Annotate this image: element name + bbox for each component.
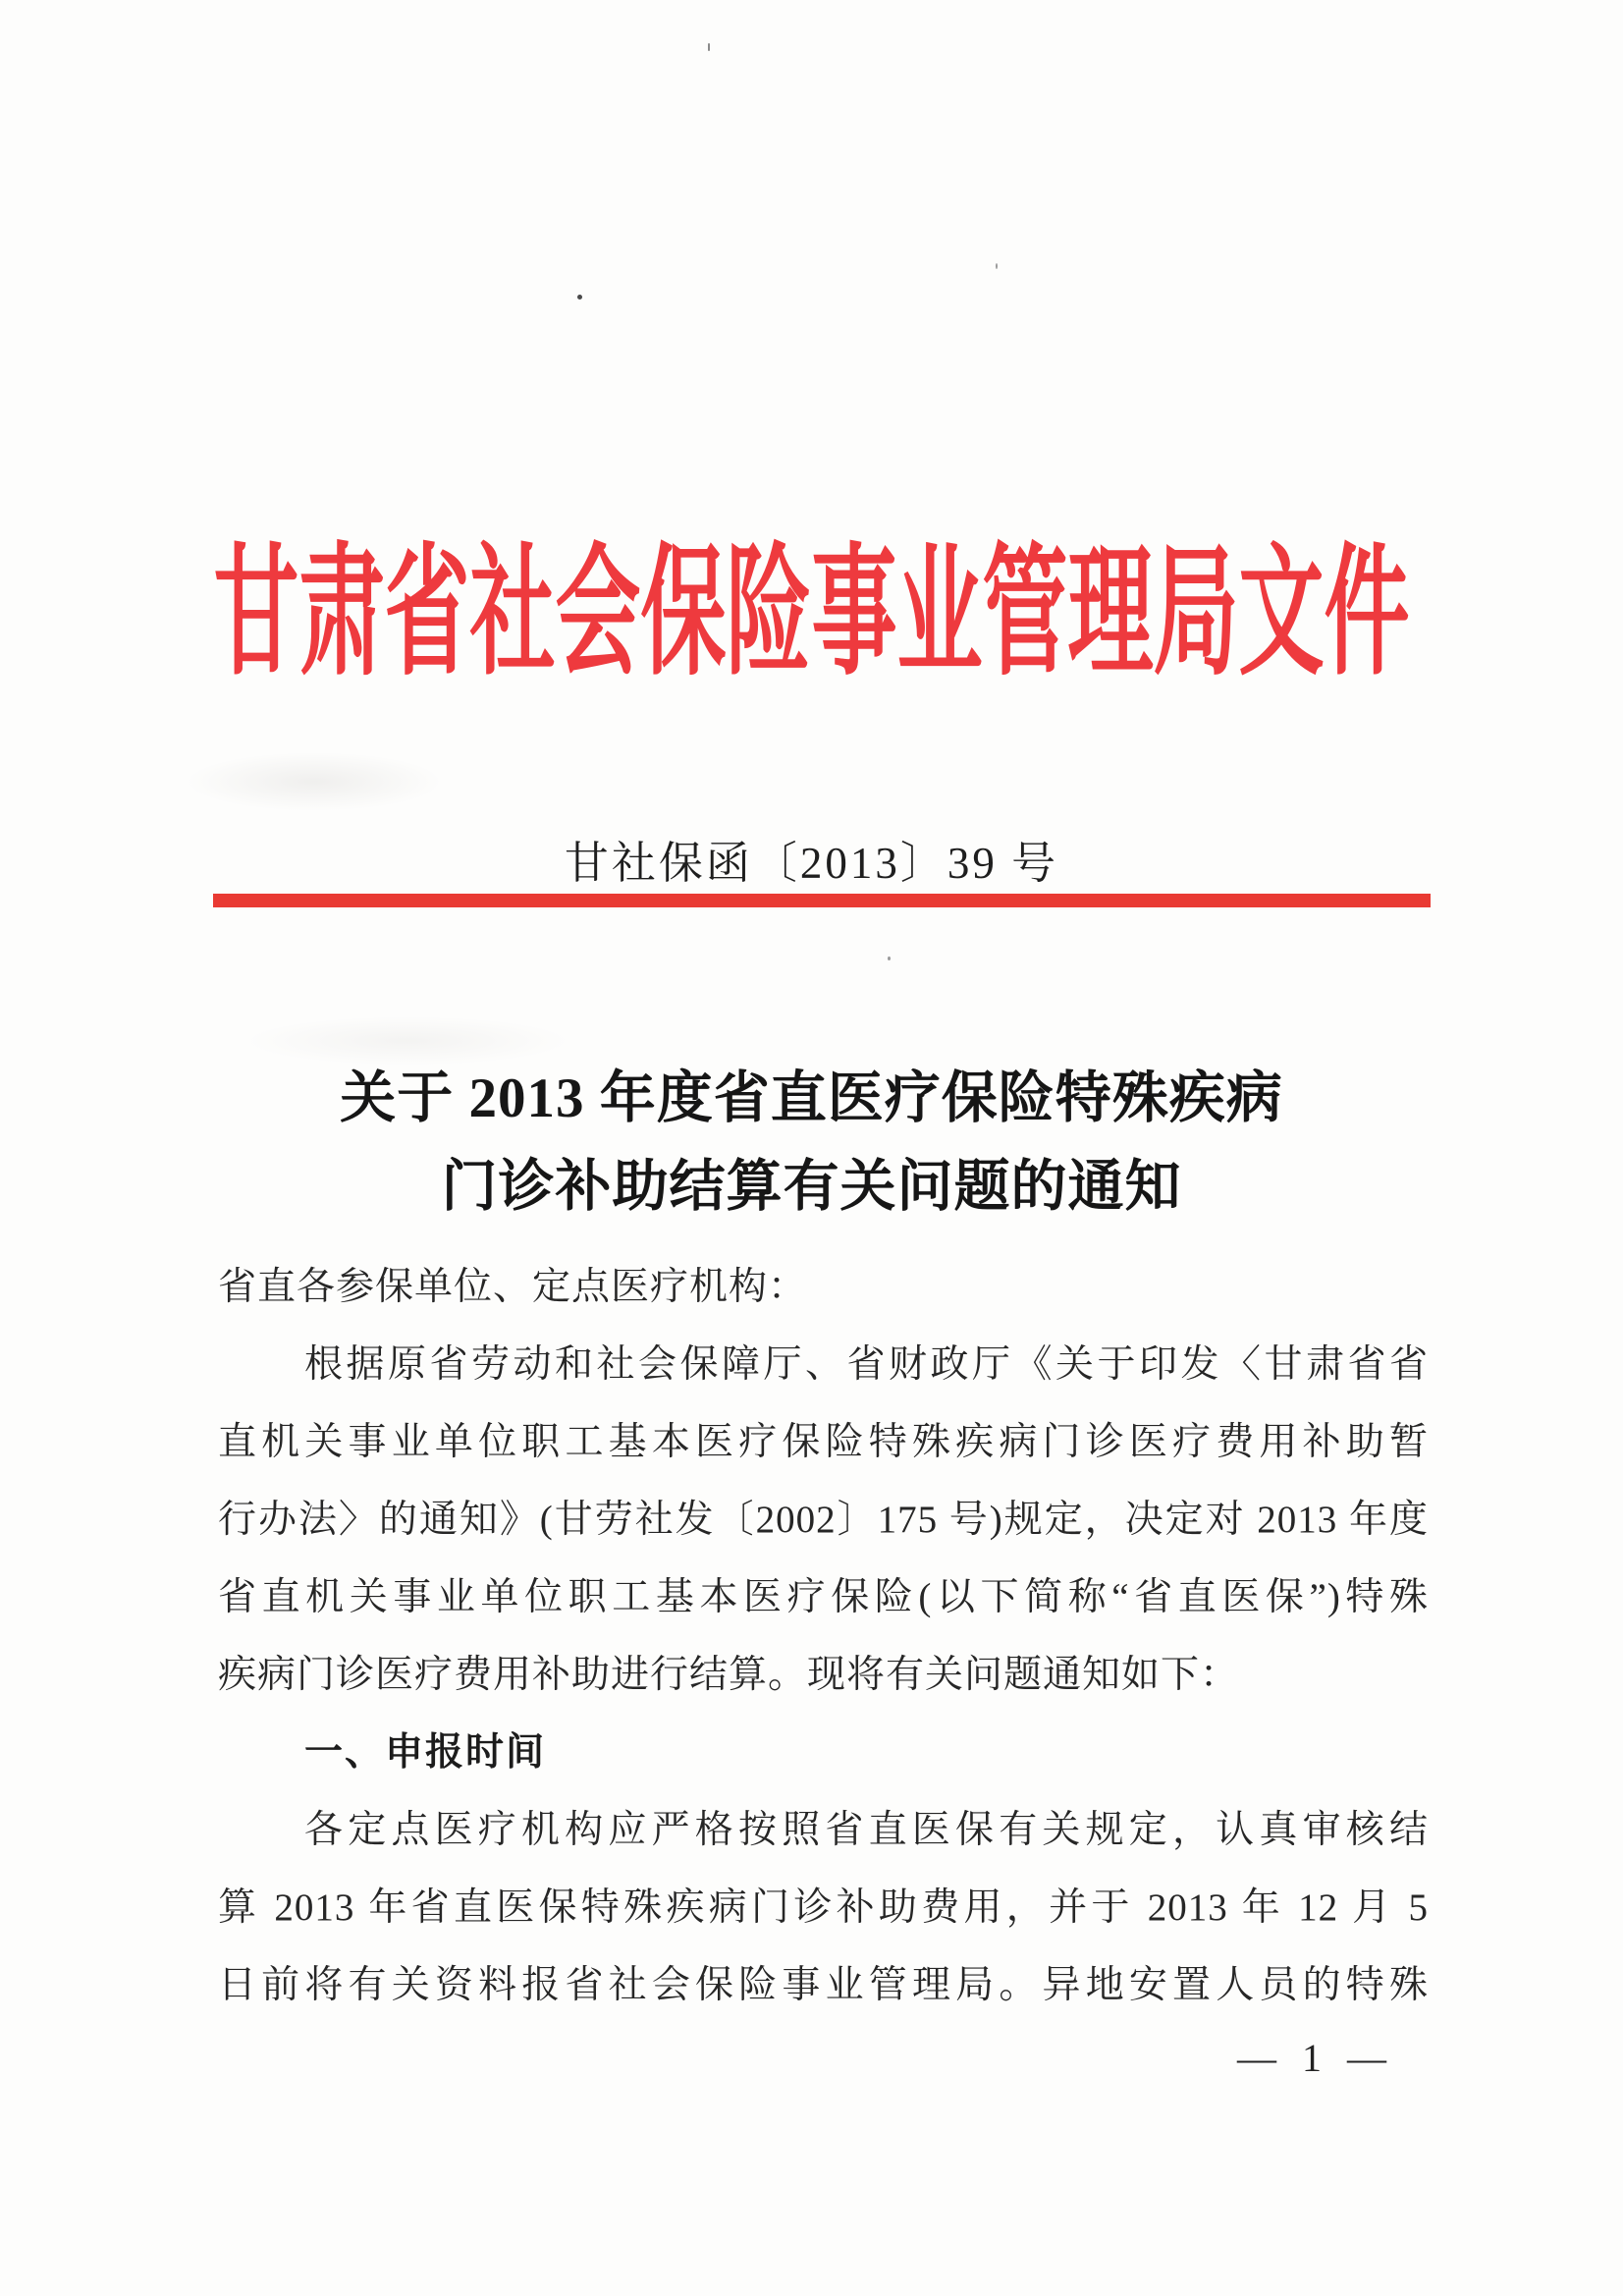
scan-dot (708, 43, 710, 51)
body-text-line: 根据原省劳动和社会保障厅、省财政厅《关于印发〈甘肃省省 (304, 1343, 1429, 1386)
body-text-line: 直机关事业单位职工基本医疗保险特殊疾病门诊医疗费用补助暂 (218, 1421, 1429, 1463)
body-text-line: 算 2013 年省直医保特殊疾病门诊补助费用，并于 2013 年 12 月 5 (218, 1886, 1429, 1929)
body-text-line: 一、申报时间 (304, 1731, 547, 1774)
body-text-line: 省直各参保单位、定点医疗机构： (218, 1266, 808, 1308)
body-text-line: 行办法〉的通知》(甘劳社发〔2002〕175 号)规定，决定对 2013 年度 (218, 1499, 1429, 1541)
masthead-title: 甘肃省社会保险事业管理局文件 (213, 533, 1410, 692)
body-text-line: 日前将有关资料报省社会保险事业管理局。异地安置人员的特殊 (218, 1964, 1429, 2006)
red-divider-rule (213, 894, 1431, 907)
document-title (0, 1055, 1623, 1231)
title-line-2: 门诊补助结算有关问题的通知 (441, 1156, 1182, 1218)
body-text-line: 疾病门诊医疗费用补助进行结算。现将有关问题通知如下： (218, 1654, 1240, 1696)
scan-dot (888, 957, 891, 960)
body-text-line: 省直机关事业单位职工基本医疗保险(以下简称“省直医保”)特殊 (218, 1576, 1429, 1618)
title-line-1: 关于 2013 年度省直医疗保险特殊疾病 (340, 1067, 1283, 1129)
page-number: — 1 — (1237, 2036, 1394, 2080)
scan-smudge (187, 752, 442, 811)
document-body (218, 1248, 1429, 2024)
scan-dot (577, 295, 582, 300)
scan-dot (996, 263, 998, 269)
doc-number: 甘社保函〔2013〕39 号 (564, 839, 1059, 888)
body-text-line: 各定点医疗机构应严格按照省直医保有关规定，认真审核结 (304, 1809, 1429, 1851)
